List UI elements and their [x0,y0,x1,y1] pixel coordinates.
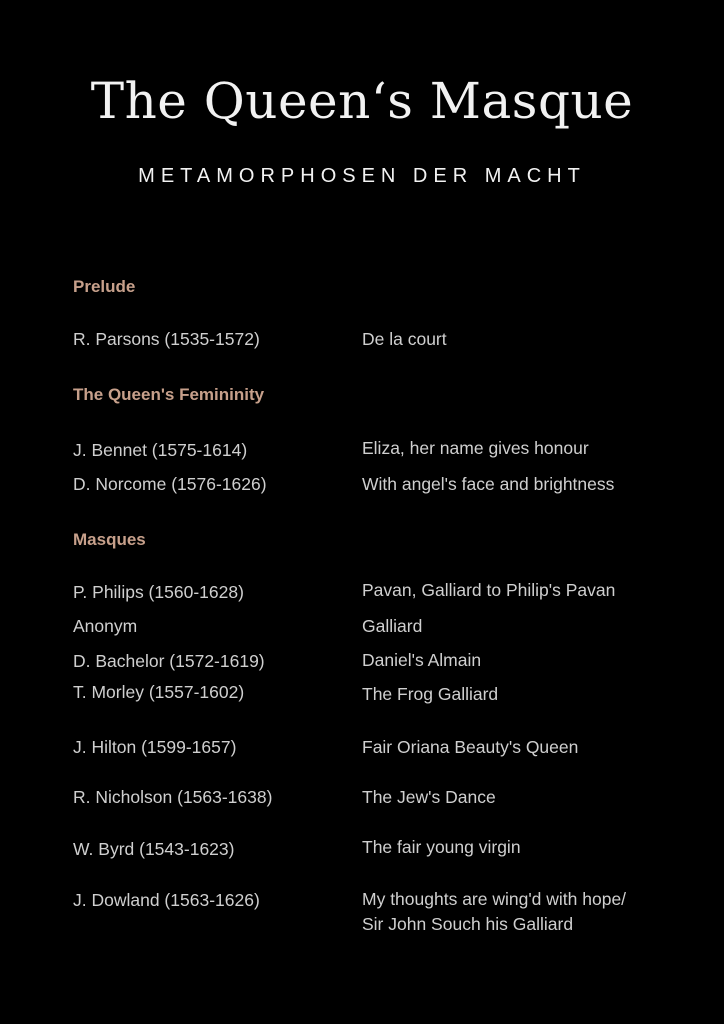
composer-norcome: D. Norcome (1576-1626) [73,474,267,494]
work-fair-oriana: Fair Oriana Beauty's Queen [362,737,579,757]
composer-byrd: W. Byrd (1543-1623) [73,839,235,859]
page-title: The Queen‘s Masque [90,72,634,130]
work-jews-dance: The Jew's Dance [362,787,496,807]
composer-dowland: J. Dowland (1563-1626) [73,890,260,910]
composer-morley: T. Morley (1557-1602) [73,682,245,702]
work-fair-young-virgin: The fair young virgin [362,837,521,857]
section-heading-masques: Masques [73,530,146,549]
work-de-la-court: De la court [362,329,447,349]
work-galliard: Galliard [362,616,423,636]
composer-anonym: Anonym [73,616,138,636]
composer-nicholson: R. Nicholson (1563-1638) [73,787,273,807]
work-frog-galliard: The Frog Galliard [362,684,499,704]
composer-philips: P. Philips (1560-1628) [73,582,244,602]
work-sir-john-souch: Sir John Souch his Galliard [362,914,574,934]
work-pavan-galliard: Pavan, Galliard to Philip's Pavan [362,580,616,600]
section-heading-femininity: The Queen's Femininity [73,385,265,404]
section-heading-prelude: Prelude [73,277,136,296]
page-subtitle: METAMORPHOSEN DER MACHT [138,165,586,187]
composer-bachelor: D. Bachelor (1572-1619) [73,651,265,671]
composer-bennet: J. Bennet (1575-1614) [73,440,248,460]
work-eliza: Eliza, her name gives honour [362,438,589,458]
composer-parsons: R. Parsons (1535-1572) [73,329,260,349]
work-angels-face: With angel's face and brightness [362,474,615,494]
work-daniels-almain: Daniel's Almain [362,650,482,670]
work-my-thoughts: My thoughts are wing'd with hope/ [362,889,627,909]
composer-hilton: J. Hilton (1599-1657) [73,737,237,757]
